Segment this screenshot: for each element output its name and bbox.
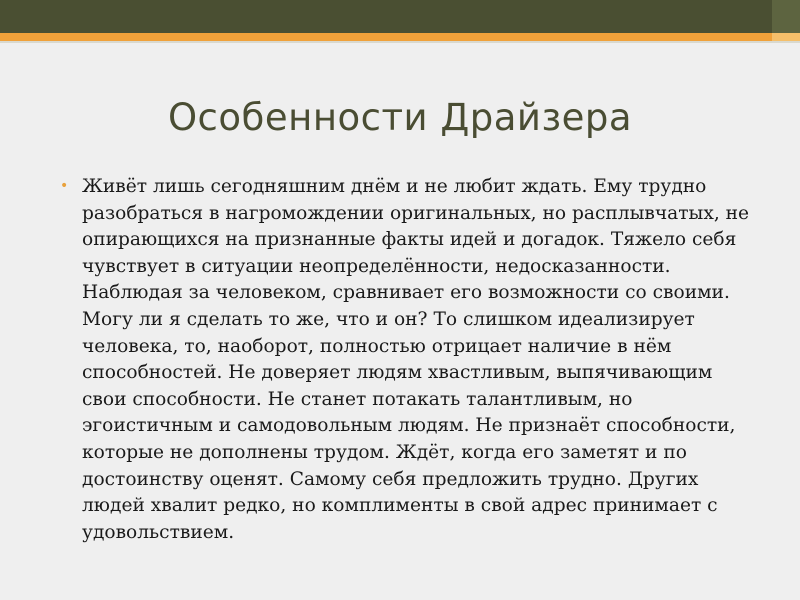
divider-line xyxy=(0,41,800,43)
header-band-corner xyxy=(772,0,800,33)
bullet-list xyxy=(60,174,750,546)
bullet-text: Живёт лишь сегодняшним днём и не любит ждать. Ему трудно разобраться в нагромождении оригинальных, но расплывчатых, не опирающихся на признанные факты идей и догадок. Тяжело себя чувствует в ситуации неопределённости, недосказанности. Наблюдая за человеком, сравнивает его возможности со своими. Могу ли я сделать то же, что и он? То слишком идеализирует человека, то, наоборот, полностью отрицает наличие в нём способностей. Не доверяет людям хвастливым, выпячивающим свои способности. Не станет потакать талантливым, но эгоистичным и самодовольным людям. Не признаёт способности, которые не дополнены трудом. Ждёт, когда его заметят и по достоинству оценят. Самому себя предложить трудно. Других людей хвалит редко, но комплименты в свой адрес принимает с удовольствием. xyxy=(82,176,750,543)
bullet-icon: • xyxy=(60,178,69,194)
slide-title: Особенности Драйзера xyxy=(167,96,633,139)
accent-stripe xyxy=(0,33,800,41)
accent-stripe-corner xyxy=(772,33,800,41)
header-band xyxy=(0,0,800,33)
